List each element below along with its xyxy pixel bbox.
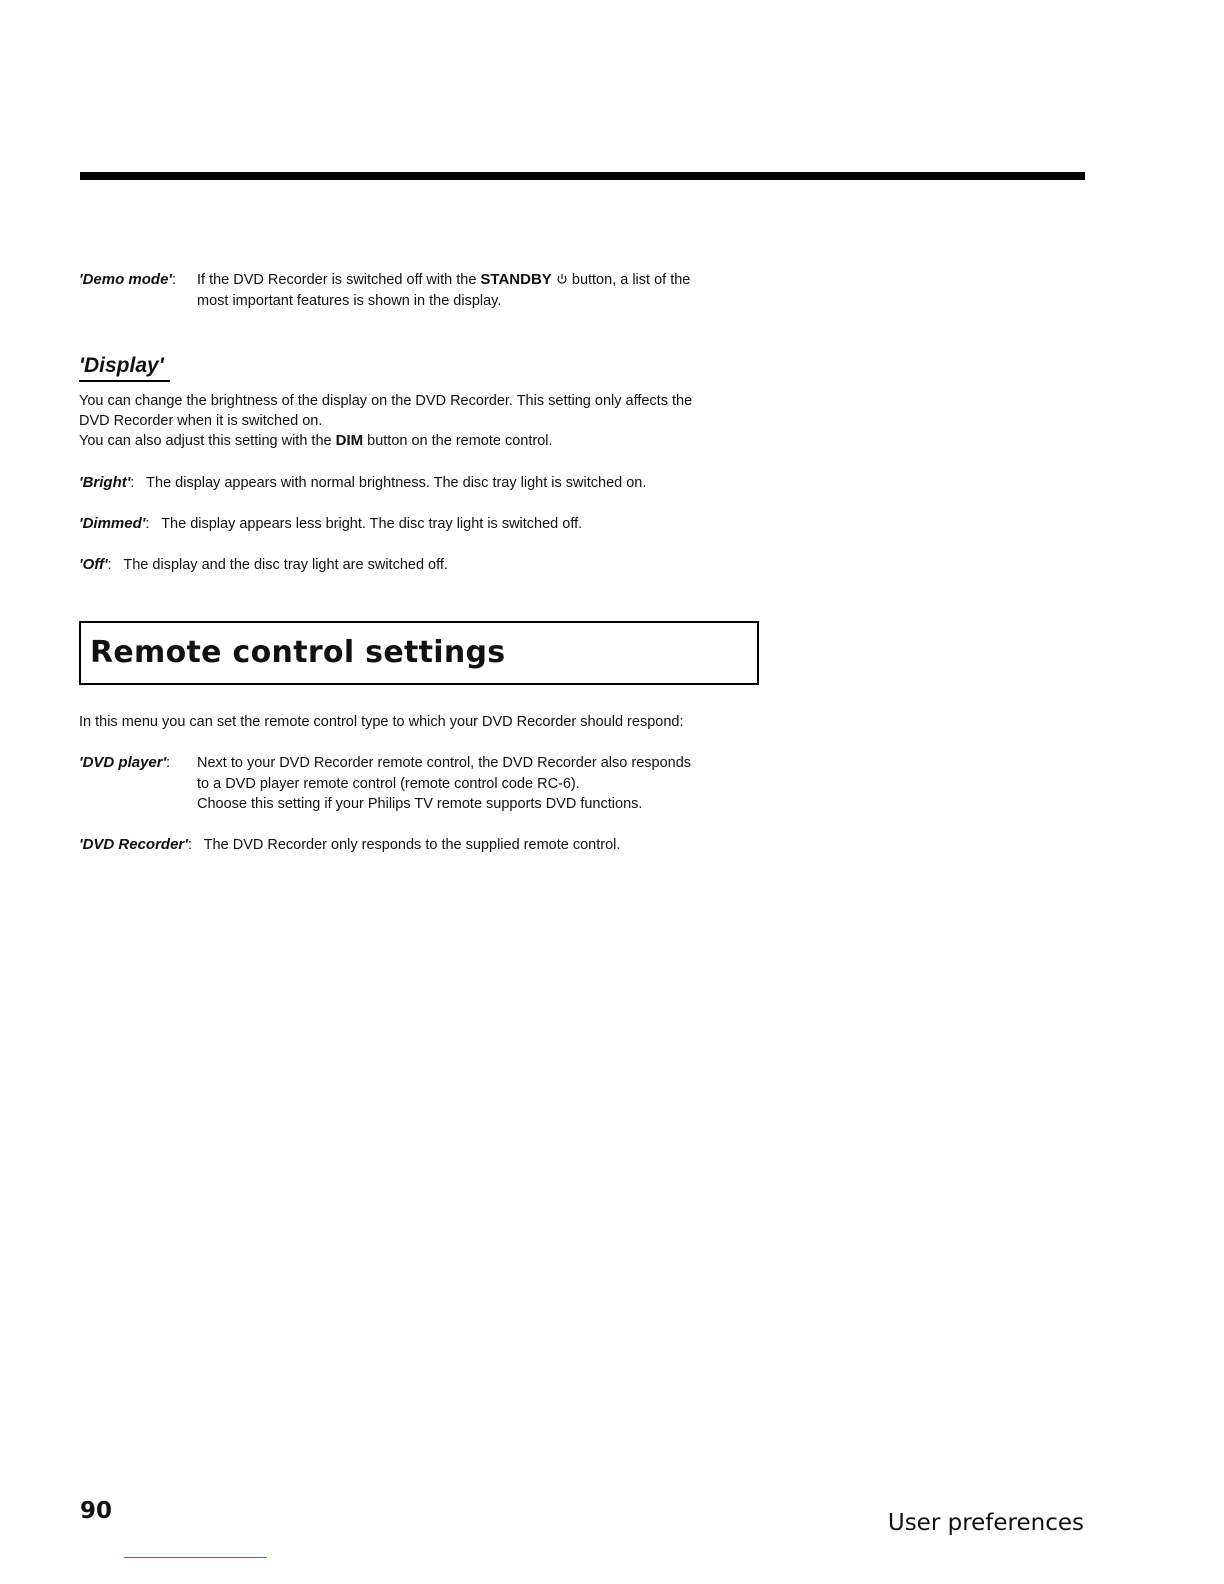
option-term: 'Bright': [79, 474, 131, 491]
remote-intro: In this menu you can set the remote control type to which your DVD Recorder should respond:: [79, 714, 684, 730]
demo-mode-term-line: [79, 270, 176, 291]
dvd-player-line3: Choose this setting if your Philips TV remote supports DVD functions.: [197, 796, 643, 812]
option-text: The display and the disc tray light are switched off.: [123, 557, 448, 573]
display-para-line1: You can change the brightness of the display on the DVD Recorder. This setting only affects the: [79, 393, 693, 409]
standby-label: STANDBY: [480, 271, 552, 288]
page-number: 90: [80, 1498, 113, 1524]
section-title-box: [79, 621, 759, 685]
demo-mode-line2: most important features is shown in the display.: [197, 293, 502, 309]
demo-mode-term: 'Demo mode': [79, 271, 172, 288]
demo-mode-text-post: button, a list of the: [571, 272, 691, 288]
demo-mode-sep: :: [171, 272, 177, 288]
option-term: 'Off': [79, 556, 108, 573]
option-text: The display appears less bright. The disc tray light is switched off.: [161, 516, 583, 532]
option-off: 'Off': The display and the disc tray light are switched off.: [79, 556, 448, 573]
dim-text-pre: You can also adjust this setting with the: [79, 433, 332, 449]
dvd-recorder-item: 'DVD Recorder': The DVD Recorder only responds to the supplied remote control.: [79, 836, 621, 853]
display-para2: [79, 431, 553, 452]
option-term: 'Dimmed': [79, 515, 146, 532]
dim-label: DIM: [335, 432, 364, 449]
option-dimmed: 'Dimmed': The display appears less bright. The disc tray light is switched off.: [79, 515, 583, 532]
dvd-player-term: 'DVD player': [79, 754, 167, 771]
dvd-recorder-text: The DVD Recorder only responds to the supplied remote control.: [203, 837, 621, 853]
dvd-recorder-term: 'DVD Recorder': [79, 836, 188, 853]
display-heading: 'Display': [79, 354, 170, 382]
option-bright: 'Bright': The display appears with normal brightness. The disc tray light is switched on.: [79, 474, 647, 491]
standby-power-icon: [556, 271, 568, 283]
section-title: Remote control settings: [90, 635, 506, 670]
bottom-divider: [124, 1557, 267, 1558]
dvd-player-line1: Next to your DVD Recorder remote control, the DVD Recorder also responds: [197, 755, 692, 771]
dvd-player-term-line: 'DVD player':: [79, 754, 171, 771]
top-rule: [80, 172, 1085, 180]
option-text: The display appears with normal brightness. The disc tray light is switched on.: [146, 475, 647, 491]
demo-mode-text-pre: If the DVD Recorder is switched off with the: [197, 272, 477, 288]
display-para-line2: DVD Recorder when it is switched on.: [79, 413, 323, 429]
demo-mode-line1: [197, 270, 690, 291]
footer-section-title: User preferences: [887, 1510, 1084, 1536]
dvd-player-line2: to a DVD player remote control (remote control code RC-6).: [197, 776, 580, 792]
dim-text-post: button on the remote control.: [367, 433, 553, 449]
